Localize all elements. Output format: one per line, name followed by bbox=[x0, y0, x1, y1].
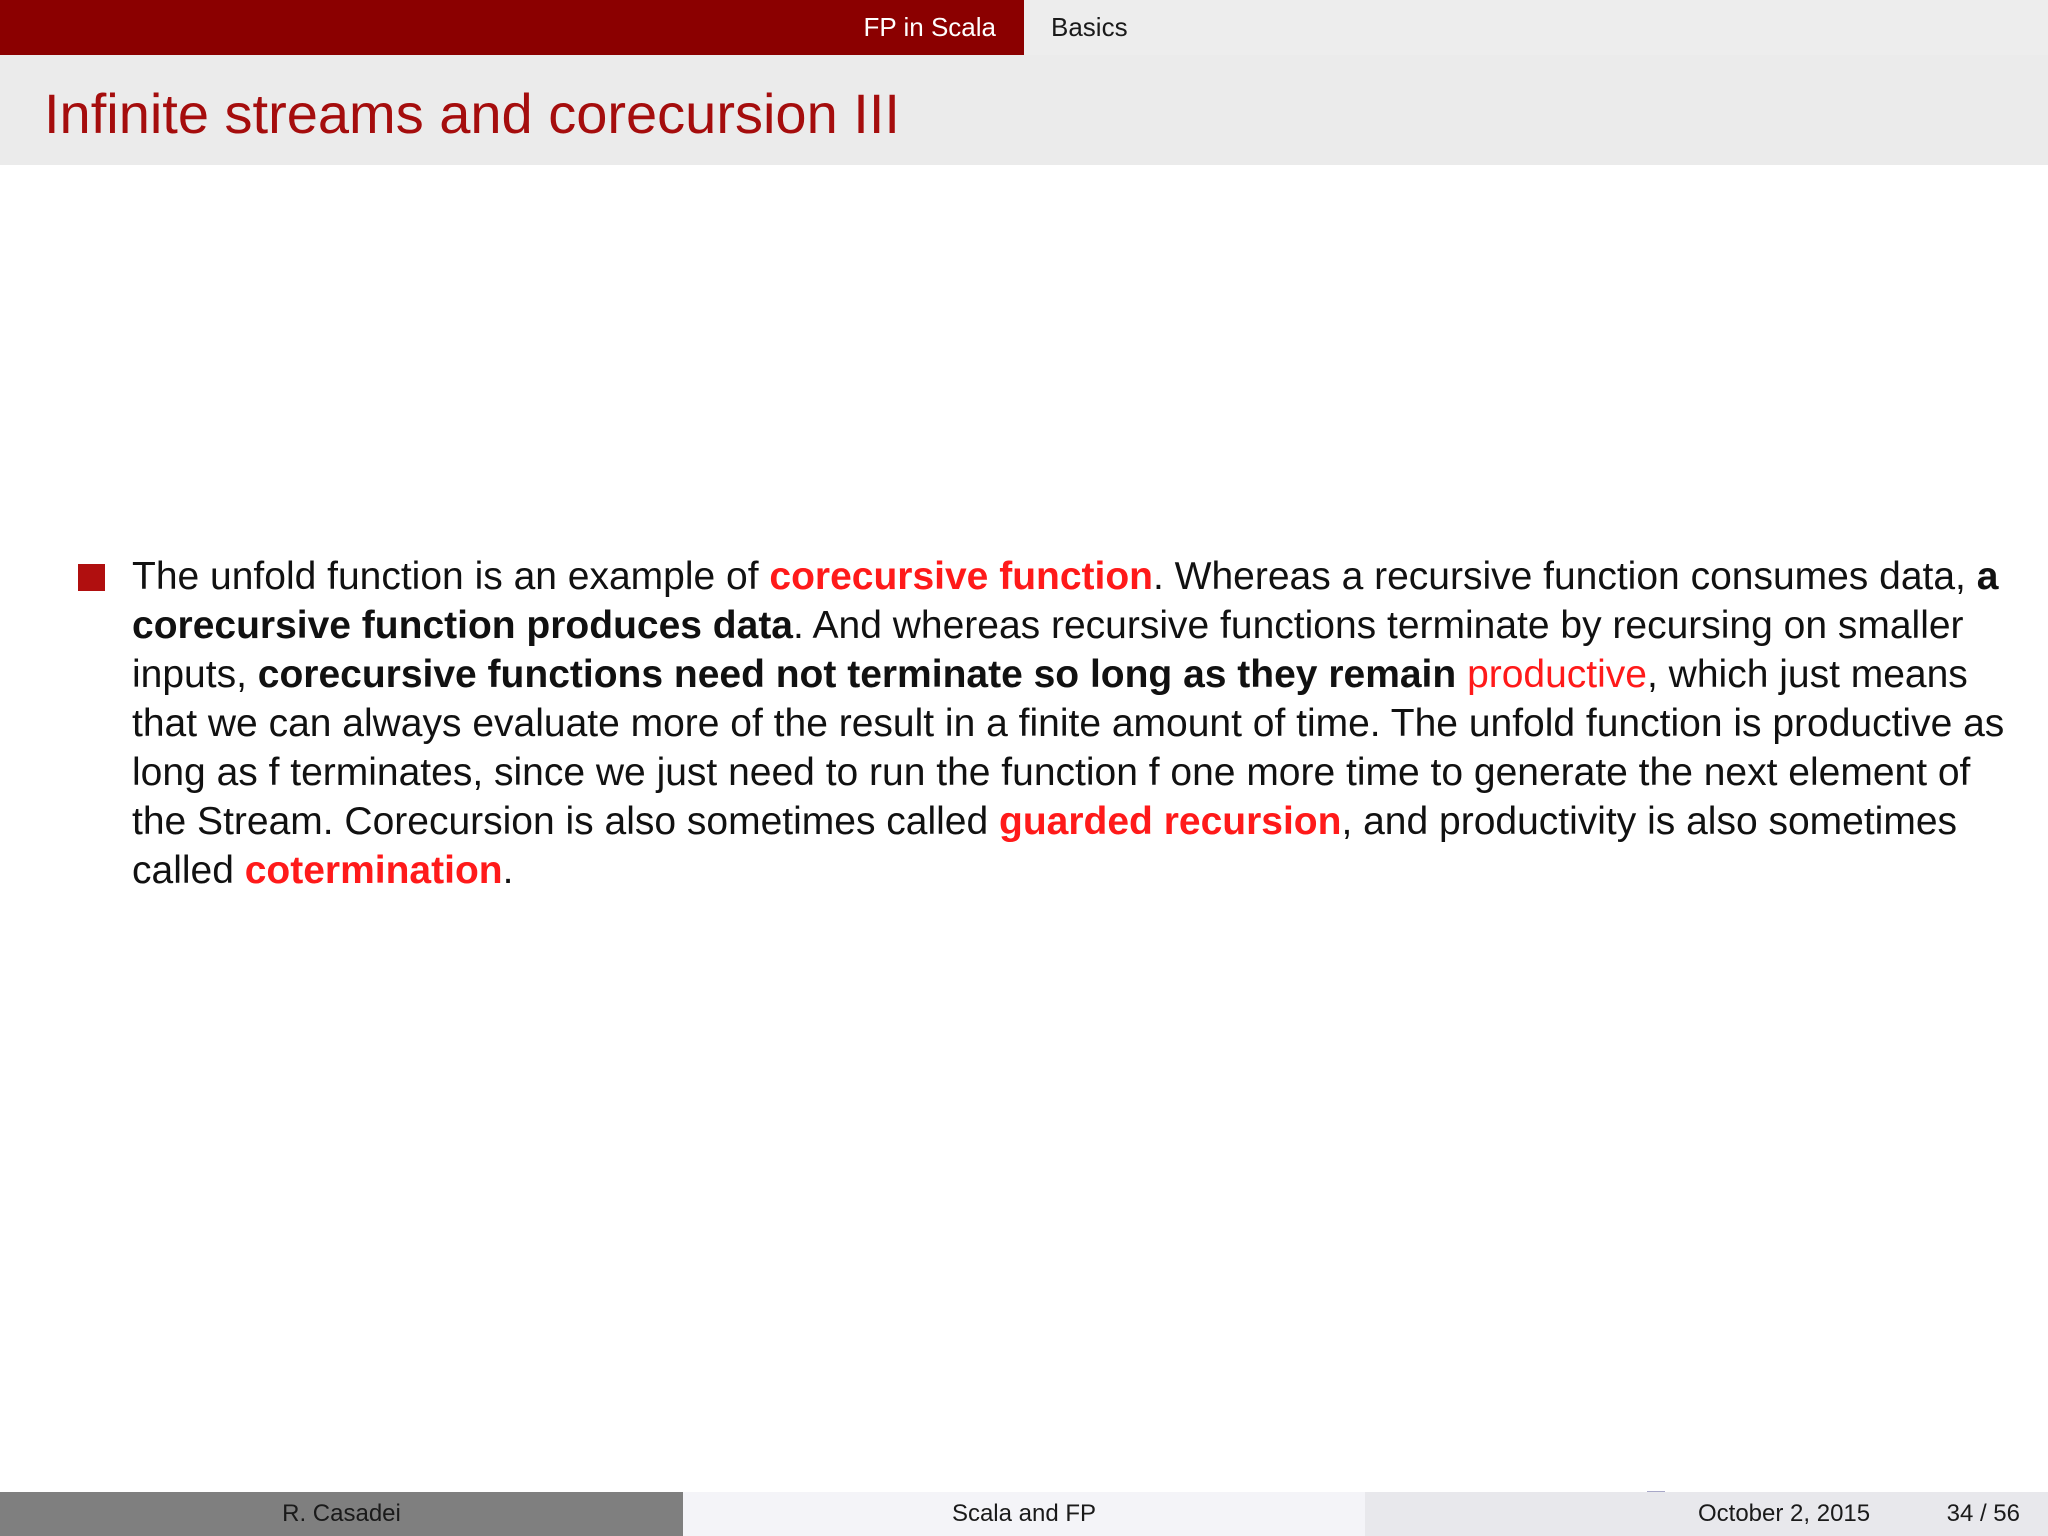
text-segment: . And whereas recursive functions terminate by recursing on smaller inputs, bbox=[132, 604, 1964, 696]
bold-phrase: a corecursive function produces data bbox=[132, 555, 1999, 647]
footer-date-box bbox=[1365, 1492, 2048, 1536]
text-segment: . bbox=[502, 849, 514, 892]
text-segment: , and productivity is also sometimes called bbox=[132, 800, 1958, 892]
text-segment: The unfold function is an example of bbox=[132, 555, 770, 598]
text-segment: , which just means that we can always evaluate more of the result in a finite amount of time. The unfold function is productive as long as f terminates, since we just need to run the function f one more time to generate the next element of the Stream. Corecursion is also sometimes called bbox=[132, 653, 2005, 843]
footer-bar bbox=[0, 1492, 2048, 1536]
title-bar bbox=[0, 55, 2048, 165]
header-bar bbox=[0, 0, 2048, 55]
slide-title: Infinite streams and corecursion III bbox=[44, 82, 900, 145]
header-section-left[interactable] bbox=[0, 0, 1024, 55]
text-segment: . Whereas a recursive function consumes data, bbox=[1153, 555, 1977, 598]
slide-content bbox=[78, 552, 2008, 895]
header-section-left-label: FP in Scala bbox=[863, 12, 996, 42]
header-section-right[interactable] bbox=[1024, 0, 2048, 55]
footer-page-number: 34 / 56 bbox=[1946, 1500, 2020, 1527]
bullet-text bbox=[132, 552, 2008, 895]
bold-phrase: corecursive functions need not terminate so long as they remain bbox=[257, 653, 1468, 696]
footer-title-box bbox=[683, 1492, 1365, 1536]
bullet-square-icon bbox=[78, 564, 105, 591]
header-section-right-label: Basics bbox=[1051, 12, 1128, 42]
keyword-guarded-recursion: guarded recursion bbox=[999, 800, 1342, 843]
keyword-productive: productive bbox=[1467, 653, 1647, 696]
bullet-item bbox=[78, 552, 2008, 895]
keyword-cotermination: cotermination bbox=[244, 849, 503, 892]
footer-author-box bbox=[0, 1492, 683, 1536]
footer-short-title: Scala and FP bbox=[951, 1500, 1097, 1527]
footer-date: October 2, 2015 bbox=[1698, 1500, 1871, 1527]
footer-author: R. Casadei bbox=[282, 1500, 401, 1527]
keyword-corecursive-function: corecursive function bbox=[769, 555, 1153, 598]
